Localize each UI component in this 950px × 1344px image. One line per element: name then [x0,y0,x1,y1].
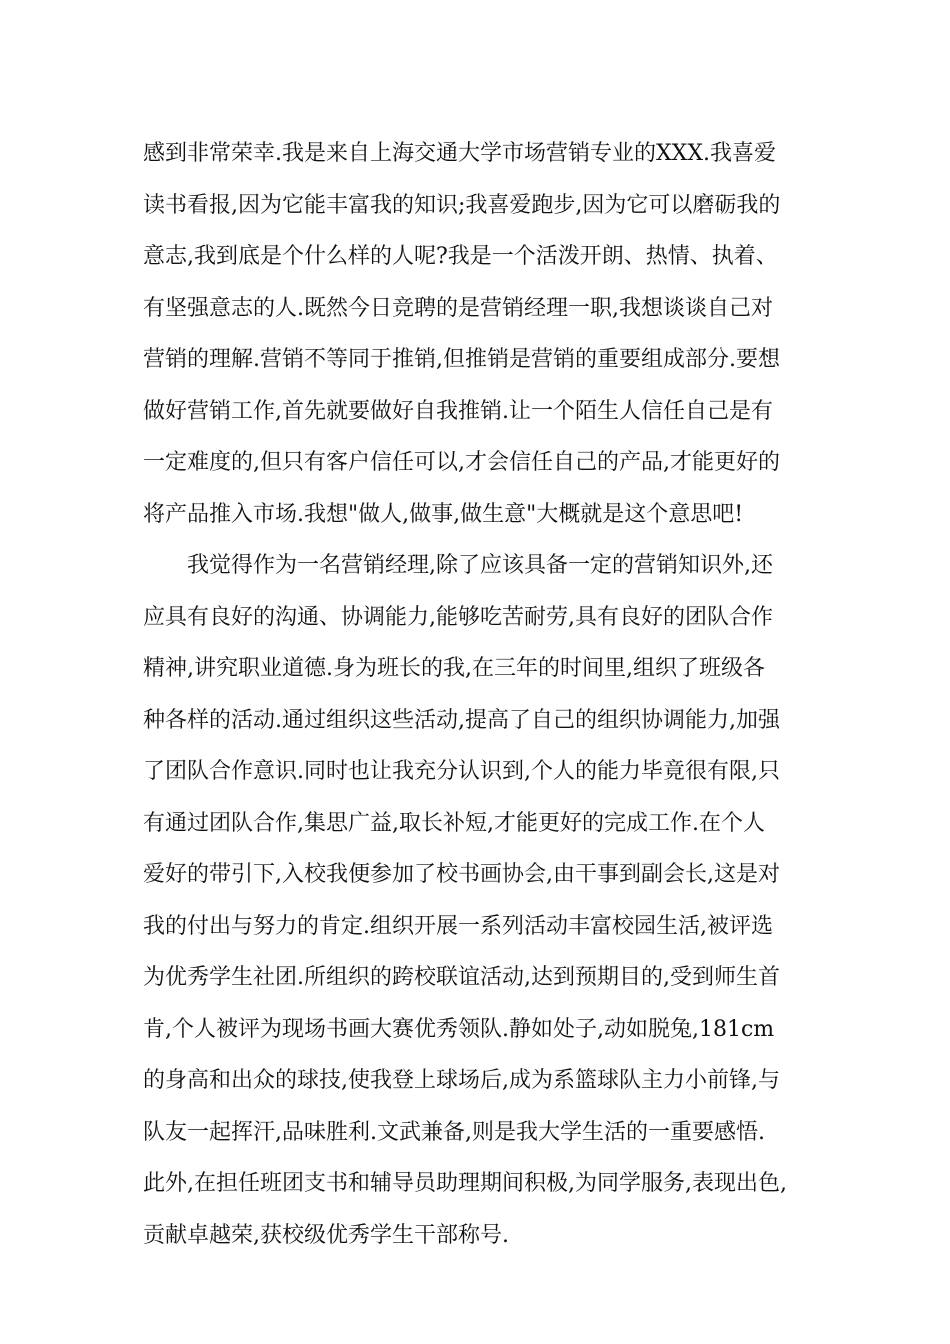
text-line: 此外,在担任班团支书和辅导员助理期间积极,为同学服务,表现出色, [143,1171,787,1196]
text-line: 为优秀学生社团.所组织的跨校联谊活动,达到预期目的,受到师生首 [143,965,780,990]
text-line: 了团队合作意识.同时也让我充分认识到,个人的能力毕竟很有限,只 [143,759,780,784]
text-line: 的身高和出众的球技,使我登上球场后,成为系篮球队主力小前锋,与 [143,1068,780,1093]
text-line: 有通过团队合作,集思广益,取长补短,才能更好的完成工作.在个人 [143,810,765,836]
text-line: 营销的理解.营销不等同于推销,但推销是营销的重要组成部分.要想 [143,347,780,372]
text-line: 爱好的带引下,入校我便参加了校书画协会,由干事到副会长,这是对 [143,862,780,887]
text-line: 我觉得作为一名营销经理,除了应该具备一定的营销知识外,还 [143,553,773,578]
text-line: 意志,我到底是个什么样的人呢?我是一个活泼开朗、热情、执着、 [143,244,778,269]
body-text [143,128,815,1261]
text-line: 做好营销工作,首先就要做好自我推销.让一个陌生人信任自己是有 [143,398,773,424]
text-line: 感到非常荣幸.我是来自上海交通大学市场营销专业的XXX.我喜爱 [143,141,776,166]
text-line: 种各样的活动.通过组织这些活动,提高了自己的组织协调能力,加强 [143,707,780,733]
text-line: 精神,讲究职业道德.身为班长的我,在三年的时间里,组织了班级各 [143,656,765,681]
text-line: 应具有良好的沟通、协调能力,能够吃苦耐劳,具有良好的团队合作 [143,604,773,630]
text-line: 读书看报,因为它能丰富我的知识;我喜爱跑步,因为它可以磨砺我的 [143,192,781,218]
text-line: 一定难度的,但只有客户信任可以,才会信任自己的产品,才能更好的 [143,450,780,475]
text-line: 肯,个人被评为现场书画大赛优秀领队.静如处子,动如脱兔,181cm [143,1016,775,1042]
text-line: 将产品推入市场.我想"做人,做事,做生意"大概就是这个意思吧! [143,501,744,527]
text-line: 有坚强意志的人.既然今日竞聘的是营销经理一职,我想谈谈自己对 [143,295,773,321]
text-line: 队友一起挥汗,品味胜利.文武兼备,则是我大学生活的一重要感悟. [143,1119,765,1145]
text-line: 我的付出与努力的肯定.组织开展一系列活动丰富校园生活,被评选 [143,913,773,939]
text-line: 贡献卓越荣,获校级优秀学生干部称号. [143,1222,509,1248]
